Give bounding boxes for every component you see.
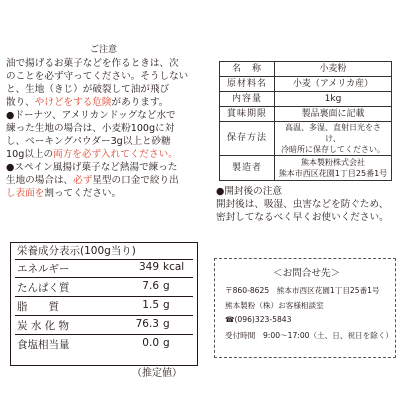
- caution-text: のことを必ず守ってください。そうしない: [6, 71, 189, 82]
- contact-address: 〒860-8625 熊本市西区花園1丁目25番1号: [225, 286, 380, 295]
- spec-label: 賞味期限: [220, 107, 275, 122]
- after-open-heading: ●開封後の注意: [216, 186, 282, 197]
- spec-value: 小麦粉: [275, 62, 392, 77]
- contact-department: 熊本製粉（株）お客様相談室: [225, 301, 324, 310]
- spec-label: 保存方法: [220, 122, 275, 156]
- contact-title: ＜お問合せ先＞: [273, 268, 341, 279]
- caution-line: [6, 109, 176, 122]
- caution-line: [6, 83, 169, 96]
- caution-line: [6, 174, 179, 187]
- nutrition-row-protein: [17, 280, 189, 294]
- caution-emphasis: やけどをする危険: [34, 97, 112, 108]
- nutrient-value: 349: [138, 261, 159, 273]
- caution-text: 散り、: [6, 97, 35, 108]
- spec-row: [220, 92, 392, 107]
- spec-value-line: 熊本市西区花園1丁目25番1号: [278, 169, 388, 178]
- caution-text: 割ってください。: [44, 188, 122, 199]
- caution-emphasis: し表面を: [6, 188, 45, 199]
- nutrient-label: 脂 質: [17, 301, 59, 313]
- after-open-line: 開封後は、吸湿、虫害などを防ぐため、: [216, 199, 389, 210]
- caution-text: 10g以上の: [6, 149, 54, 160]
- spec-value: 1kg: [275, 92, 392, 107]
- caution-line: [6, 57, 179, 70]
- spec-value-line: 熊本製粉株式会社: [301, 158, 365, 167]
- spec-row: [220, 107, 392, 122]
- spec-label: 内容量: [220, 92, 275, 107]
- caution-line: [6, 161, 177, 174]
- spec-value: 小麦（アメリカ産）: [275, 77, 392, 92]
- caution-emphasis: 両方を必ず入れてください。: [53, 149, 178, 160]
- caution-text: ●スペイン風揚げ菓子など熱湯で練った: [6, 162, 178, 173]
- nutrition-divider: [15, 334, 193, 335]
- caution-line: [6, 135, 171, 148]
- nutrition-title: 栄養成分表示(100g当り): [17, 245, 136, 257]
- nutrient-label: 炭 水 化 物: [17, 320, 70, 332]
- nutrition-divider: [15, 277, 193, 278]
- nutrient-unit: g: [163, 318, 170, 330]
- spec-row: [220, 156, 392, 181]
- caution-text: があります。: [111, 97, 169, 108]
- caution-title: ご注意: [90, 45, 118, 55]
- caution-line: [6, 122, 174, 135]
- nutrient-value: 1.5: [142, 299, 159, 311]
- nutrient-unit: g: [163, 280, 170, 292]
- caution-line: [6, 148, 178, 161]
- caution-text: 星型の口金で絞り出: [92, 175, 179, 186]
- caution-text: し、ベーキングパウダー3g以上と砂糖: [6, 136, 171, 147]
- nutrient-label: たんぱく質: [17, 282, 70, 294]
- caution-line: [6, 96, 168, 109]
- caution-text: と、生地（きじ）が破裂して油が飛び: [6, 84, 170, 95]
- nutrient-unit: g: [163, 299, 170, 311]
- spec-value: [275, 156, 392, 181]
- nutrient-label: エネルギー: [17, 263, 70, 275]
- caution-line: [6, 70, 188, 83]
- spec-value-line: 冷暗所に保存してください。: [281, 145, 385, 154]
- product-spec-table: [219, 61, 392, 181]
- contact-hours: 受付時間 9:00～17:00（土、日、祝日を除く）: [225, 331, 394, 340]
- caution-line: [6, 187, 121, 200]
- after-open-line: 密封してなるべく早くお使いください。: [216, 212, 389, 223]
- nutrition-estimate-note: （推定値）: [132, 368, 182, 379]
- contact-box: [214, 258, 396, 358]
- nutrition-divider: [15, 259, 193, 260]
- nutrition-divider: [15, 315, 193, 316]
- spec-label: 原材料名: [220, 77, 275, 92]
- spec-row: [220, 77, 392, 92]
- after-open-note: [216, 185, 400, 224]
- spec-label: 名 称: [220, 62, 275, 77]
- caution-emphasis: 必ず: [73, 175, 93, 186]
- caution-section: [6, 42, 202, 199]
- nutrient-unit: g: [163, 337, 170, 349]
- nutrient-value: 7.6: [142, 280, 159, 292]
- caution-text: ●ドーナツ、アメリカンドッグなど水で: [6, 110, 176, 121]
- spec-value: 製品裏面に記載: [275, 107, 392, 122]
- spec-value: [275, 122, 392, 156]
- caution-text: 油で揚げるお菓子などを作るときは、次: [6, 58, 179, 69]
- spec-row: [220, 62, 392, 77]
- nutrient-label: 食塩相当量: [17, 339, 70, 351]
- spec-label: 製造者: [220, 156, 275, 181]
- nutrition-row-salt: [17, 337, 189, 351]
- nutrition-row-carbohydrate: [17, 318, 189, 332]
- nutrition-row-energy: [17, 261, 189, 275]
- spec-row: [220, 122, 392, 156]
- nutrient-value: 76.3: [135, 318, 159, 330]
- nutrition-divider: [15, 296, 193, 297]
- caution-text: 生地の場合は、: [6, 175, 74, 186]
- contact-phone: ☎(096)323-5843: [225, 315, 292, 324]
- nutrition-row-fat: [17, 299, 189, 313]
- caution-text: 練った生地の場合は、小麦粉100gに対: [6, 123, 175, 134]
- nutrient-unit: kcal: [163, 261, 185, 273]
- nutrition-facts: [10, 242, 198, 366]
- nutrient-value: 0.0: [142, 337, 159, 349]
- spec-value-line: 高温、多湿、直射日光をさけ、: [285, 123, 381, 143]
